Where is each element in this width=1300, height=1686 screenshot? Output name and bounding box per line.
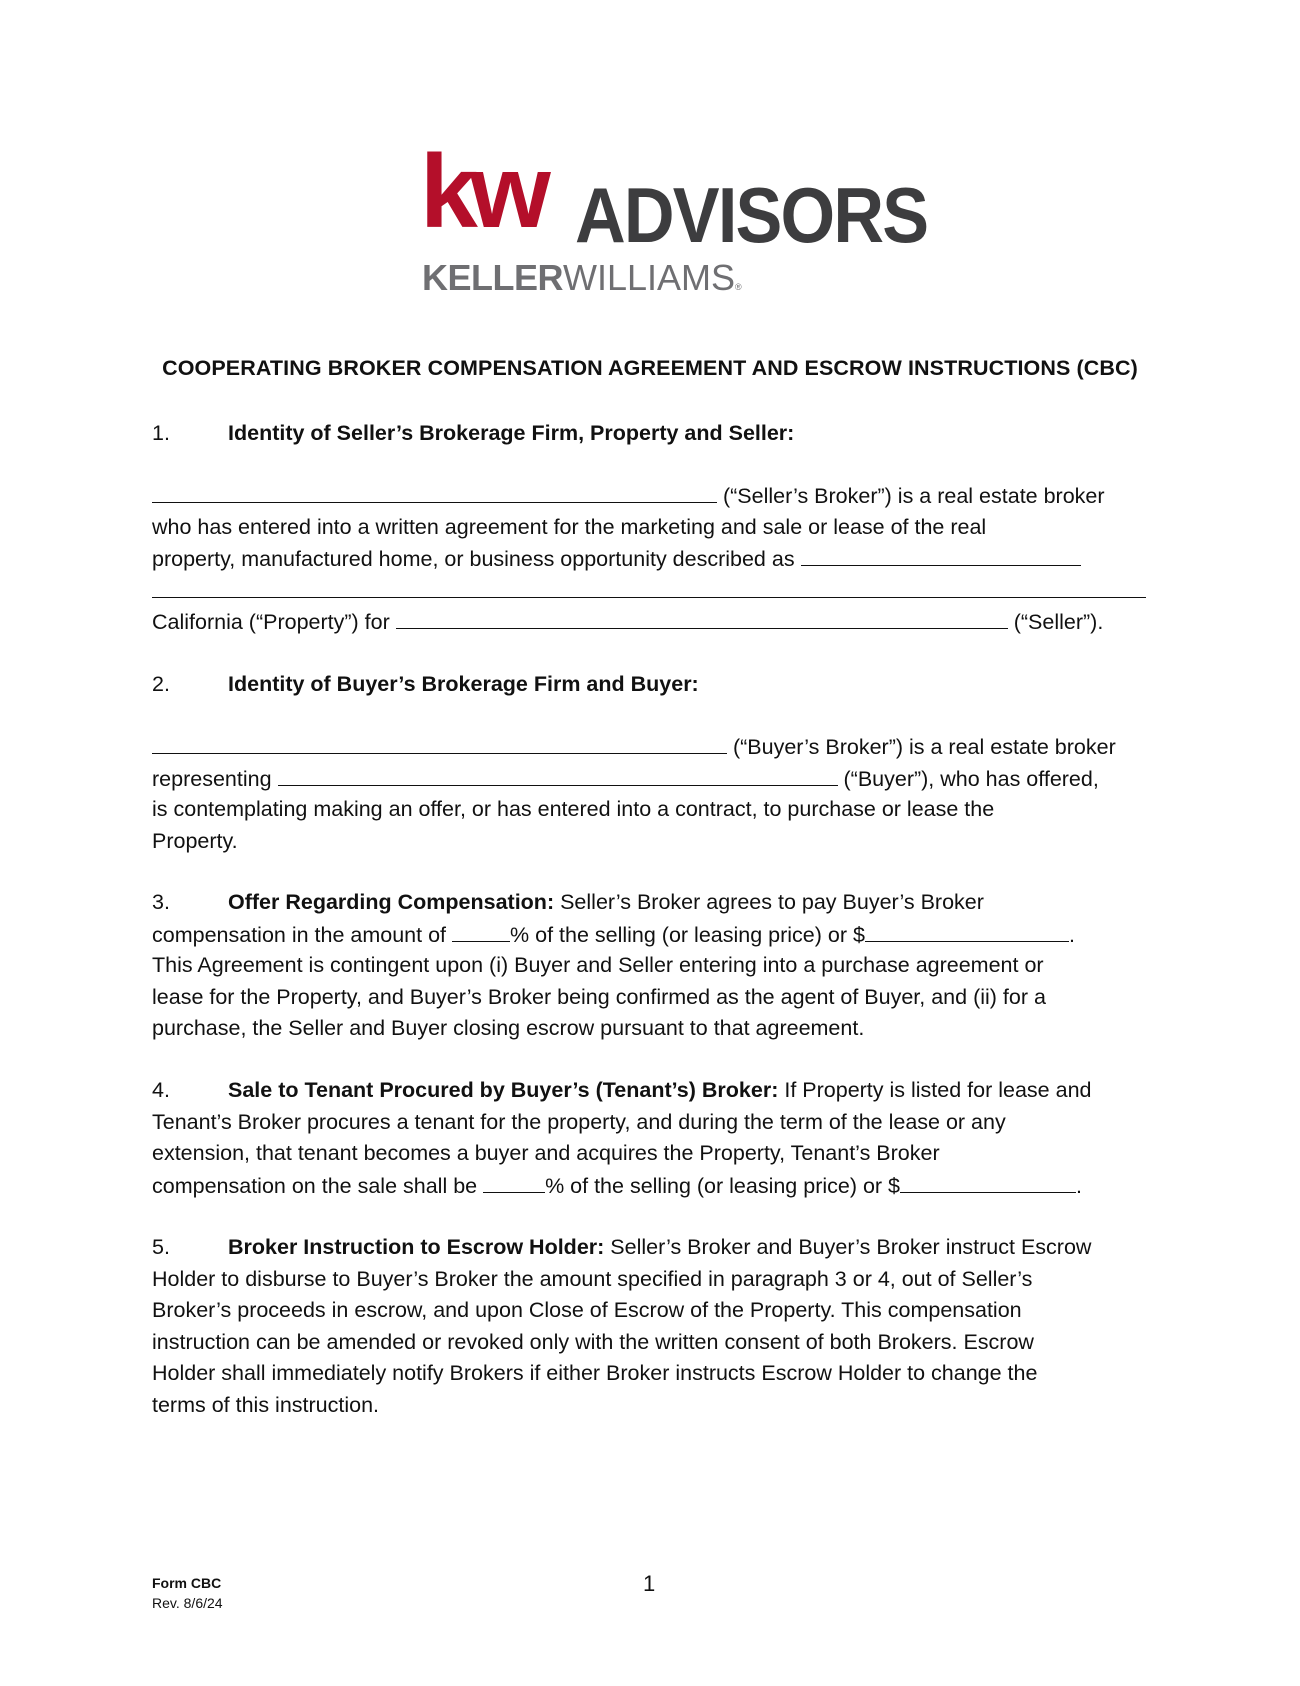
document-title: COOPERATING BROKER COMPENSATION AGREEMENT AND ESCROW INSTRUCTIONS (CBC) — [162, 356, 1138, 380]
text-run: compensation on the sale shall be — [152, 1173, 478, 1198]
text-run: (“Seller’s Broker”) is a real estate broker — [722, 484, 1105, 508]
kw-advisors-logo — [0, 134, 1300, 298]
logo-kw: kw — [420, 134, 543, 250]
text-run: If Property is listed for lease and — [784, 1078, 1092, 1102]
text-line: Holder shall immediately notify Brokers if either Broker instructs Escrow Holder to change the — [152, 1361, 1038, 1385]
text-line — [152, 543, 1148, 575]
section-number: 3. — [152, 890, 170, 914]
text-line: This Agreement is contingent upon (i) Buyer and Seller entering into a purchase agreement or — [152, 953, 1044, 977]
text-run: representing — [152, 766, 272, 791]
section-2-body — [152, 731, 1148, 857]
compensation-percent-blank[interactable] — [452, 919, 510, 942]
property-description-blank[interactable] — [801, 543, 1081, 566]
text-line: purchase, the Seller and Buyer closing escrow pursuant to that agreement. — [152, 1016, 865, 1040]
logo-williams: WILLIAMS — [563, 257, 736, 298]
text-line: instruction can be amended or revoked only with the written consent of both Brokers. Escrow — [152, 1329, 1034, 1354]
text-run: % of the selling (or leasing price) or $ — [545, 1173, 901, 1198]
text-run: Seller’s Broker and Buyer’s Broker instruct Escrow — [610, 1235, 1092, 1259]
text-run: (“Seller”). — [1013, 610, 1104, 634]
text-run: property, manufactured home, or business opportunity described as — [152, 547, 795, 571]
text-line — [152, 1075, 1148, 1107]
section-1-heading — [152, 418, 794, 450]
section-number: 4. — [152, 1078, 170, 1102]
section-5 — [152, 1232, 1148, 1421]
section-title: Identity of Buyer’s Brokerage Firm and Buyer: — [228, 672, 699, 696]
text-line — [152, 1170, 1148, 1202]
buyers-broker-blank[interactable] — [152, 731, 727, 754]
text-run: (“Buyer’s Broker”) is a real estate broker — [732, 735, 1116, 759]
section-4 — [152, 1075, 1148, 1201]
text-line — [152, 763, 1148, 795]
section-title: Broker Instruction to Escrow Holder: — [228, 1235, 605, 1259]
section-1-body — [152, 480, 1148, 638]
text-line: Property. — [152, 828, 238, 853]
text-run: (“Buyer”), who has offered, — [843, 766, 1099, 791]
text-line — [152, 887, 1148, 919]
tenant-percent-blank[interactable] — [483, 1170, 545, 1193]
logo-advisors: ADVISORS — [575, 171, 928, 259]
text-line: extension, that tenant becomes a buyer and acquires the Property, Tenant’s Broker — [152, 1141, 940, 1165]
section-title: Identity of Seller’s Brokerage Firm, Property and Seller: — [228, 421, 795, 445]
page-number: 1 — [643, 1571, 656, 1596]
section-2-heading — [152, 669, 699, 701]
text-line: terms of this instruction. — [152, 1392, 380, 1417]
text-run: % of the selling (or leasing price) or $ — [510, 922, 865, 947]
text-line: Tenant’s Broker procures a tenant for the property, and during the term of the lease or any — [152, 1109, 1006, 1134]
seller-name-blank[interactable] — [396, 606, 1008, 629]
buyer-name-blank[interactable] — [278, 763, 838, 786]
text-line: Holder to disburse to Buyer’s Broker the amount specified in paragraph 3 or 4, out of Seller’s — [152, 1266, 1033, 1291]
property-description-blank-2[interactable] — [152, 575, 1146, 598]
logo-keller: KELLER — [422, 257, 563, 298]
tenant-amount-blank[interactable] — [900, 1170, 1076, 1193]
logo-keller-williams — [422, 257, 742, 298]
sellers-broker-blank[interactable] — [152, 480, 717, 503]
revision-date: Rev. 8/6/24 — [152, 1595, 223, 1611]
form-label: Form CBC — [152, 1575, 222, 1591]
compensation-amount-blank[interactable] — [865, 919, 1069, 942]
text-line — [152, 575, 1148, 607]
text-line: lease for the Property, and Buyer’s Broker being confirmed as the agent of Buyer, and (ii) for a — [152, 984, 1046, 1009]
text-line: is contemplating making an offer, or has entered into a contract, to purchase or lease the — [152, 797, 995, 821]
text-run: Seller’s Broker agrees to pay Buyer’s Broker — [560, 890, 984, 914]
text-run: compensation in the amount of — [152, 922, 447, 947]
text-line — [152, 480, 1148, 512]
text-line: who has entered into a written agreement for the marketing and sale or lease of the real — [152, 514, 987, 539]
section-number: 2. — [152, 672, 170, 696]
text-line — [152, 1232, 1148, 1264]
text-line — [152, 606, 1148, 638]
text-run: California (“Property”) for — [152, 610, 390, 634]
section-number: 5. — [152, 1235, 170, 1259]
logo-registered: ® — [735, 282, 742, 292]
section-title: Sale to Tenant Procured by Buyer’s (Tenant’s) Broker: — [228, 1078, 779, 1102]
section-title: Offer Regarding Compensation: — [228, 890, 555, 914]
text-run: . — [1068, 922, 1075, 947]
text-line: Broker’s proceeds in escrow, and upon Close of Escrow of the Property. This compensation — [152, 1298, 1022, 1322]
text-line — [152, 731, 1148, 763]
text-line — [152, 919, 1148, 951]
section-3 — [152, 887, 1148, 1045]
text-run: . — [1076, 1173, 1082, 1198]
section-number: 1. — [152, 421, 170, 445]
